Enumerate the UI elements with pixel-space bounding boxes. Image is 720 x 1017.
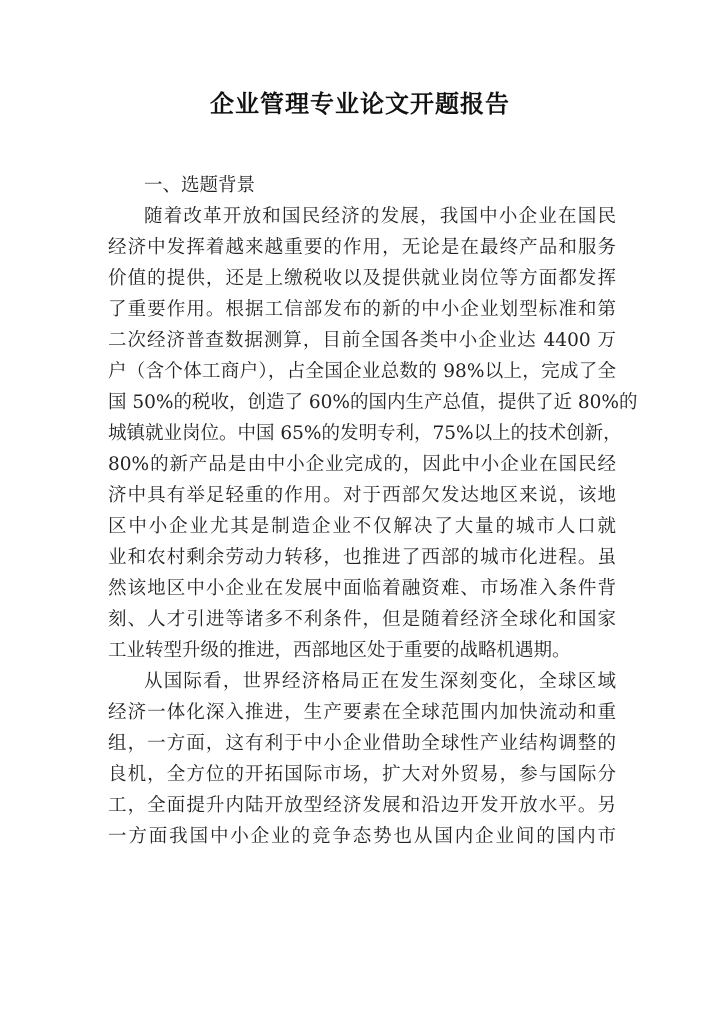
body-line: 80%的新产品是由中小企业完成的，因此中小企业在国民经 — [108, 454, 616, 475]
body-line: 工，全面提升内陆开放型经济发展和沿边开发开放水平。另 — [108, 795, 616, 816]
body-line: 价值的提供，还是上缴税收以及提供就业岗位等方面都发挥 — [108, 268, 616, 289]
body-line: 组，一方面，这有利于中小企业借助全球性产业结构调整的 — [108, 733, 616, 754]
body-line: 随着改革开放和国民经济的发展，我国中小企业在国民 — [144, 206, 616, 227]
body-line: 户（含个体工商户），占全国企业总数的 98%以上，完成了全 — [108, 361, 616, 382]
body-line: 经济一体化深入推进，生产要素在全球范围内加快流动和重 — [108, 702, 616, 723]
section-heading: 一、选题背景 — [144, 175, 256, 196]
body-line: 然该地区中小企业在发展中面临着融资难、市场准入条件背 — [108, 578, 616, 599]
body-line: 二次经济普查数据测算，目前全国各类中小企业达 4400 万 — [108, 330, 616, 351]
body-line: 一方面我国中小企业的竞争态势也从国内企业间的国内市 — [108, 826, 616, 847]
body-line: 了重要作用。根据工信部发布的新的中小企业划型标准和第 — [108, 299, 616, 320]
body-line: 区中小企业尤其是制造企业不仅解决了大量的城市人口就 — [108, 516, 616, 537]
body-line: 城镇就业岗位。中国 65%的发明专利，75%以上的技术创新， — [108, 423, 622, 444]
body-line: 经济中发挥着越来越重要的作用，无论是在最终产品和服务 — [108, 237, 616, 258]
body-line: 刻、人才引进等诸多不利条件，但是随着经济全球化和国家 — [108, 609, 616, 630]
body-line: 工业转型升级的推进，西部地区处于重要的战略机遇期。 — [108, 640, 571, 661]
body-line: 良机，全方位的开拓国际市场，扩大对外贸易，参与国际分 — [108, 764, 616, 785]
document-title: 企业管理专业论文开题报告 — [210, 89, 510, 118]
body-line: 业和农村剩余劳动力转移，也推进了西部的城市化进程。虽 — [108, 547, 616, 568]
body-line: 济中具有举足轻重的作用。对于西部欠发达地区来说，该地 — [108, 485, 616, 506]
body-line: 从国际看，世界经济格局正在发生深刻变化，全球区域 — [144, 671, 616, 692]
body-line: 国 50%的税收，创造了 60%的国内生产总值，提供了近 80%的 — [108, 392, 638, 413]
